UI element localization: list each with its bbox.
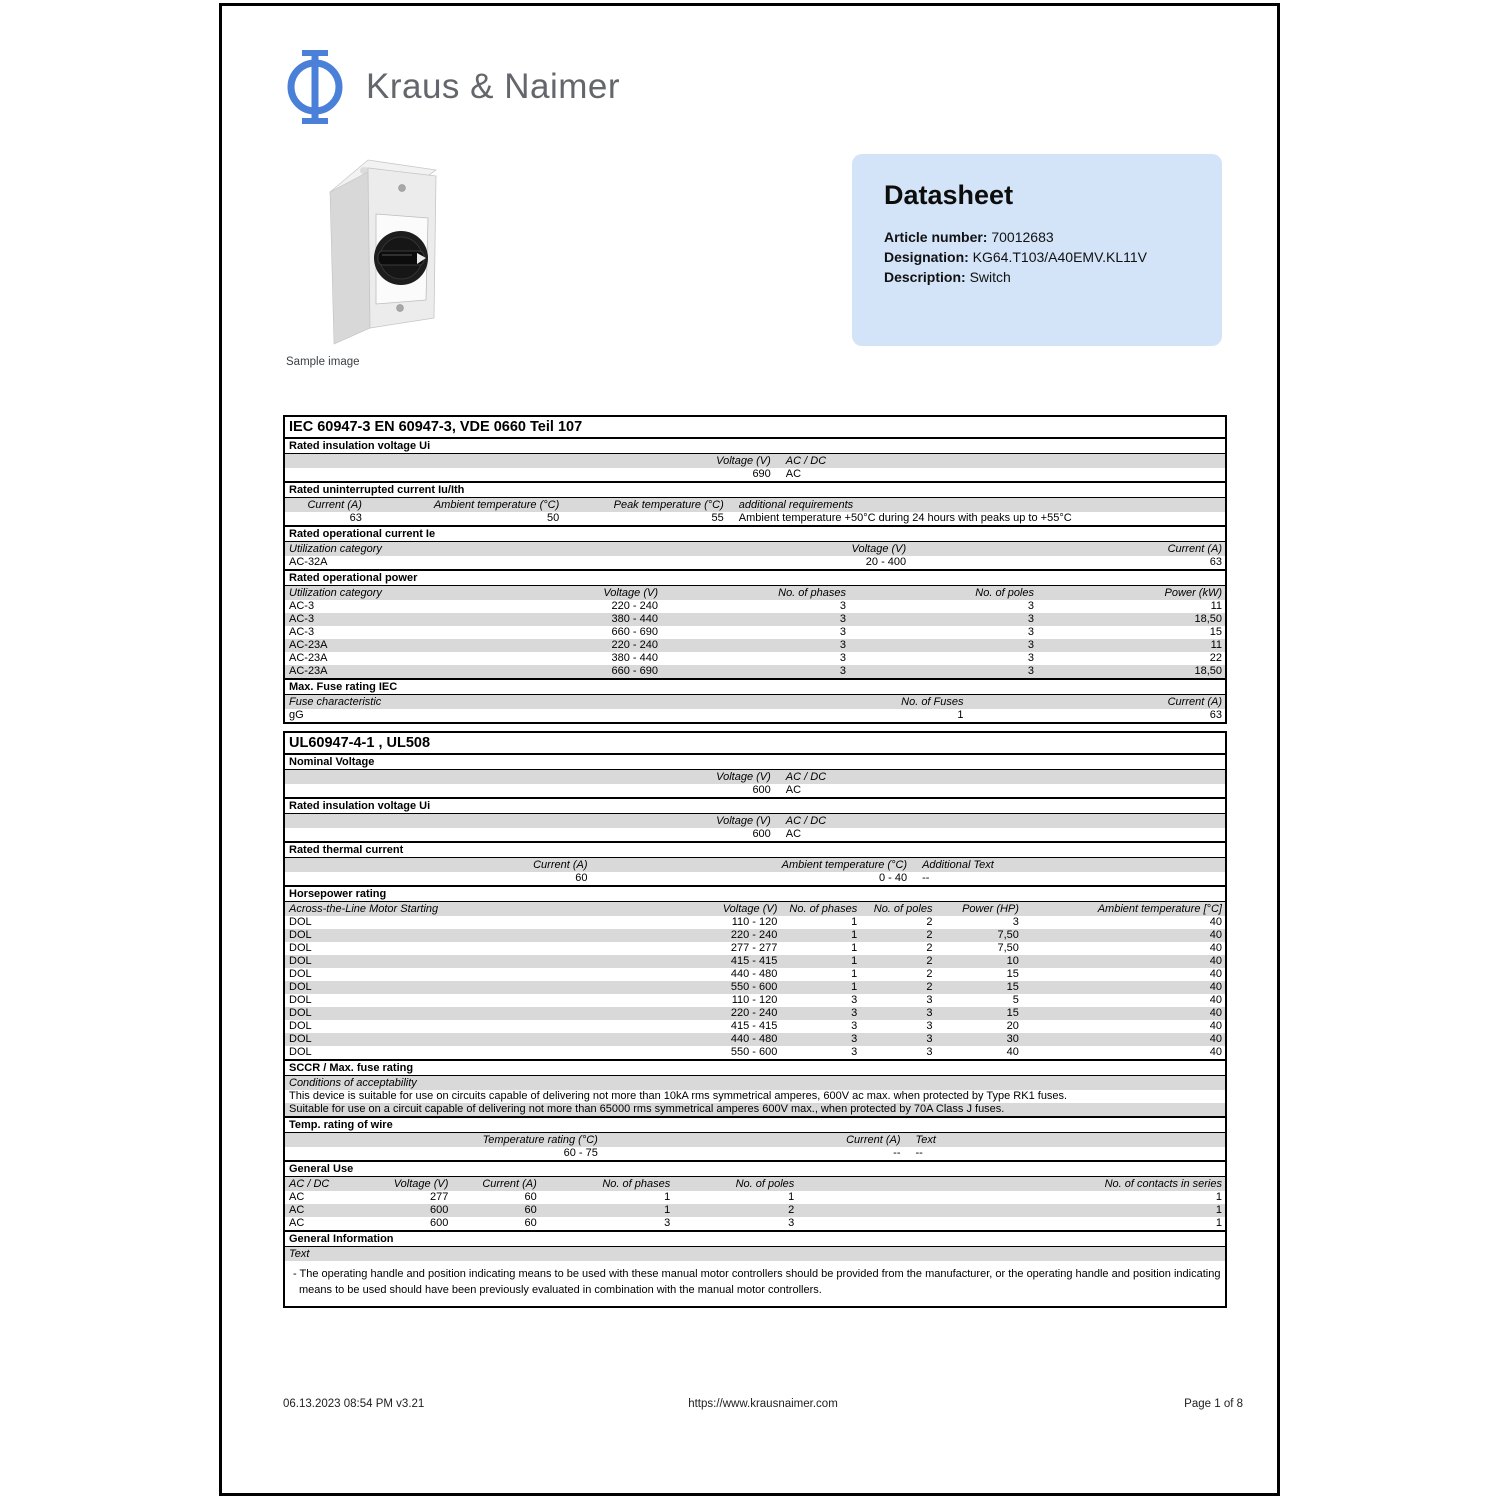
table-cell: 3: [839, 613, 846, 625]
table-cell: 440 - 480: [730, 968, 778, 980]
table-cell: Voltage (V): [716, 455, 771, 467]
subsection-title: Rated insulation voltage Ui: [285, 437, 1225, 454]
table-cell: 3: [851, 1020, 858, 1032]
table-cell: AC: [785, 828, 802, 840]
table-cell: 40: [1209, 1033, 1222, 1045]
table-header-row: [285, 814, 1225, 828]
table-cell: Voltage (V): [851, 543, 907, 555]
table-row: [285, 600, 1225, 613]
table-cell: Current (A): [846, 1134, 901, 1146]
table-cell: 550 - 600: [730, 1046, 778, 1058]
table-cell: AC / DC: [785, 815, 827, 827]
product-sample-image: [320, 152, 460, 352]
table-cell: Voltage (V): [722, 903, 778, 915]
table-cell: 3: [839, 626, 846, 638]
table-cell: 220 - 240: [730, 929, 778, 941]
table-cell: 40: [1209, 981, 1222, 993]
table-cell: 110 - 120: [731, 916, 778, 928]
table-cell: 60: [524, 1204, 537, 1216]
table-cell: 220 - 240: [611, 600, 658, 612]
table-cell: DOL: [289, 1007, 312, 1019]
table-cell: Peak temperature (°C): [613, 499, 724, 511]
table-cell: 3: [1027, 639, 1034, 651]
table-row: [285, 556, 1225, 569]
table-header-row: [285, 1076, 1225, 1090]
table-cell: 415 - 415: [730, 955, 778, 967]
table-row: [285, 872, 1225, 885]
table-cell: Text: [915, 1134, 936, 1146]
table-cell: 11: [1210, 600, 1222, 612]
table-cell: 3: [1027, 626, 1034, 638]
table-cell: Text: [289, 1248, 310, 1260]
table-row: [285, 1046, 1225, 1059]
table-cell: Utilization category: [289, 543, 382, 555]
table-cell: 600: [752, 828, 771, 840]
table-cell: 40: [1209, 1020, 1222, 1032]
table-row: [285, 942, 1225, 955]
table-cell: 2: [926, 955, 933, 967]
table-cell: 40: [1006, 1046, 1019, 1058]
table-cell: Utilization category: [289, 587, 382, 599]
table-row: [285, 1191, 1225, 1204]
table-cell: 2: [926, 981, 933, 993]
table-cell: Current (A): [1167, 696, 1222, 708]
table-cell: DOL: [289, 994, 312, 1006]
table-cell: Additional Text: [922, 859, 994, 871]
table-cell: 40: [1209, 942, 1222, 954]
table-header-row: [285, 542, 1225, 556]
table-cell: 3: [1027, 600, 1034, 612]
table-row: [285, 665, 1225, 678]
table-cell: 3: [1027, 665, 1034, 677]
table-cell: 3: [851, 1033, 858, 1045]
table-cell: DOL: [289, 942, 312, 954]
table-row: [285, 981, 1225, 994]
designation-field: [884, 247, 1198, 267]
table-cell: 60 - 75: [563, 1147, 598, 1159]
table-cell: No. of poles: [975, 587, 1034, 599]
table-group-ul: [283, 731, 1227, 1308]
subsection-title: Rated uninterrupted current Iu/Ith: [285, 481, 1225, 498]
subsection-title: Rated insulation voltage Ui: [285, 797, 1225, 814]
table-cell: 277 - 277: [730, 942, 778, 954]
table-cell: Temperature rating (°C): [482, 1134, 598, 1146]
table-row: [285, 1217, 1225, 1230]
table-cell: 3: [664, 1217, 671, 1229]
table-row: [285, 916, 1225, 929]
subsection-title: Rated operational current Ie: [285, 525, 1225, 542]
table-cell: 600: [430, 1204, 449, 1216]
brand-logo: [284, 48, 620, 126]
footer-url[interactable]: https://www.krausnaimer.com: [688, 1398, 838, 1410]
table-cell: No. of poles: [873, 903, 933, 915]
designation-value: KG64.T103/A40EMV.KL11V: [972, 249, 1148, 265]
table-cell: 15: [1209, 626, 1222, 638]
subsection-title: SCCR / Max. fuse rating: [285, 1059, 1225, 1076]
article-number-field: [884, 227, 1198, 247]
table-cell: DOL: [289, 968, 312, 980]
table-cell: 1: [851, 955, 858, 967]
table-cell: 55: [711, 512, 724, 524]
table-cell: No. of contacts in series: [1104, 1178, 1222, 1190]
table-cell: 3: [926, 1033, 933, 1045]
table-cell: Voltage (V): [603, 587, 658, 599]
table-header-row: [285, 454, 1225, 468]
table-cell: AC-23A: [289, 665, 328, 677]
table-group-iec: [283, 415, 1227, 724]
table-cell: 20: [1006, 1020, 1019, 1032]
table-cell: 5: [1012, 994, 1019, 1006]
table-cell: 3: [839, 639, 846, 651]
table-cell: 60: [524, 1217, 537, 1229]
table-cell: 40: [1209, 955, 1222, 967]
table-cell: AC-23A: [289, 652, 328, 664]
table-row: [285, 652, 1225, 665]
table-cell: 1: [957, 709, 964, 721]
subsection-title: General Information: [285, 1230, 1225, 1247]
table-row: [285, 828, 1225, 841]
table-header-row: [285, 586, 1225, 600]
subsection-title: Rated thermal current: [285, 841, 1225, 858]
table-cell: 660 - 690: [611, 665, 658, 677]
table-header-row: [285, 1247, 1225, 1261]
table-cell: 1: [851, 929, 858, 941]
table-cell: 40: [1209, 1046, 1222, 1058]
table-cell: Current (A): [1167, 543, 1222, 555]
designation-label: Designation:: [884, 249, 969, 265]
table-cell: 0 - 40: [878, 872, 908, 884]
table-cell: - The operating handle and position indicating means to be used with these manual motor controllers should be provided from the manufacturer, or the operating handle and position indicating means to be used should have been previously evaluated in combination with the manual motor controllers.: [293, 1268, 1221, 1296]
subsection-title: Temp. rating of wire: [285, 1116, 1225, 1133]
table-row: [285, 468, 1225, 481]
table-cell: 1: [664, 1191, 671, 1203]
table-cell: AC-23A: [289, 639, 328, 651]
subsection-title: Max. Fuse rating IEC: [285, 678, 1225, 695]
infobox-title: Datasheet: [884, 180, 1014, 210]
table-cell: 22: [1209, 652, 1222, 664]
subsection-title: Rated operational power: [285, 569, 1225, 586]
table-cell: 40: [1209, 1007, 1222, 1019]
table-cell: AC-3: [289, 600, 315, 612]
table-cell: 3: [926, 1046, 933, 1058]
table-cell: 1: [664, 1204, 671, 1216]
table-cell: 40: [1209, 929, 1222, 941]
table-row: [285, 613, 1225, 626]
table-cell: AC: [289, 1191, 305, 1203]
spec-tables: [283, 415, 1227, 1315]
table-row: [285, 994, 1225, 1007]
table-cell: Voltage (V): [393, 1178, 449, 1190]
table-header-row: [285, 498, 1225, 512]
table-cell: 3: [851, 994, 858, 1006]
table-cell: Current (A): [307, 499, 362, 511]
article-number-label: Article number:: [884, 229, 988, 245]
table-cell: DOL: [289, 916, 312, 928]
table-cell: 3: [926, 994, 933, 1006]
table-cell: --: [915, 1147, 923, 1159]
table-cell: 2: [926, 929, 933, 941]
table-cell: 380 - 440: [611, 652, 658, 664]
description-label: Description:: [884, 269, 966, 285]
table-row: [285, 1147, 1225, 1160]
subsection-title: Horsepower rating: [285, 885, 1225, 902]
table-cell: AC / DC: [785, 455, 827, 467]
table-cell: Fuse characteristic: [289, 696, 382, 708]
section-title: UL60947-4-1 , UL508: [285, 733, 1225, 753]
table-cell: 15: [1006, 981, 1019, 993]
table-cell: additional requirements: [738, 499, 854, 511]
table-cell: 3: [851, 1046, 858, 1058]
table-cell: Voltage (V): [716, 771, 771, 783]
table-cell: 3: [1027, 613, 1034, 625]
table-cell: Suitable for use on a circuit capable of delivering not more than 65000 rms symmetrical amperes 600V max., when protected by 70A Class J fuses.: [289, 1103, 1005, 1115]
page-footer: [283, 1398, 1243, 1410]
table-cell: 40: [1209, 916, 1222, 928]
table-cell: 40: [1209, 968, 1222, 980]
table-cell: 15: [1006, 968, 1019, 980]
table-cell: 550 - 600: [730, 981, 778, 993]
table-cell: 1: [851, 942, 858, 954]
table-cell: --: [922, 872, 930, 884]
table-cell: 220 - 240: [730, 1007, 778, 1019]
table-header-row: [285, 1177, 1225, 1191]
table-row: [285, 955, 1225, 968]
table-cell: This device is suitable for use on circuits capable of delivering not more than 10kA rms symmetrical amperes, 600V ac max. when protected by Type RK1 fuses.: [289, 1090, 1068, 1102]
table-header-row: [285, 770, 1225, 784]
table-cell: AC: [289, 1217, 305, 1229]
table-cell: 1: [851, 916, 858, 928]
table-cell: 3: [1012, 916, 1019, 928]
table-cell: 600: [430, 1217, 449, 1229]
table-cell: 2: [926, 968, 933, 980]
table-cell: 20 - 400: [865, 556, 907, 568]
table-cell: 63: [349, 512, 362, 524]
footer-page-number: Page 1 of 8: [1184, 1398, 1243, 1410]
table-cell: DOL: [289, 929, 312, 941]
table-cell: No. of Fuses: [901, 696, 964, 708]
table-cell: 2: [926, 916, 933, 928]
table-cell: Across-the-Line Motor Starting: [289, 903, 439, 915]
table-cell: 440 - 480: [730, 1033, 778, 1045]
table-cell: 277: [430, 1191, 449, 1203]
table-cell: 3: [788, 1217, 795, 1229]
table-cell: 15: [1006, 1007, 1019, 1019]
subsection-title: Nominal Voltage: [285, 753, 1225, 770]
table-header-row: [285, 1133, 1225, 1147]
table-row: [285, 1261, 1225, 1306]
table-cell: 3: [851, 1007, 858, 1019]
table-cell: Ambient temperature (°C): [433, 499, 560, 511]
table-row: [285, 626, 1225, 639]
table-cell: 2: [926, 942, 933, 954]
table-cell: 2: [788, 1204, 795, 1216]
table-cell: 380 - 440: [611, 613, 658, 625]
table-cell: 3: [926, 1020, 933, 1032]
table-cell: AC: [785, 468, 802, 480]
footer-datestamp: 06.13.2023 08:54 PM v3.21: [283, 1398, 425, 1410]
table-cell: AC-3: [289, 613, 315, 625]
table-cell: DOL: [289, 1046, 312, 1058]
table-cell: 660 - 690: [611, 626, 658, 638]
table-cell: DOL: [289, 981, 312, 993]
section-title: IEC 60947-3 EN 60947-3, VDE 0660 Teil 107: [285, 417, 1225, 437]
table-cell: 600: [752, 784, 771, 796]
table-row: [285, 1020, 1225, 1033]
table-row: [285, 1103, 1225, 1116]
table-cell: Power (HP): [962, 903, 1019, 915]
table-cell: gG: [289, 709, 304, 721]
table-row: [285, 709, 1225, 722]
table-cell: 3: [839, 652, 846, 664]
table-row: [285, 1204, 1225, 1217]
description-value: Switch: [969, 269, 1011, 285]
table-header-row: [285, 695, 1225, 709]
table-row: [285, 512, 1225, 525]
table-cell: 7,50: [997, 929, 1019, 941]
table-cell: 63: [1209, 709, 1222, 721]
table-cell: DOL: [289, 1033, 312, 1045]
table-cell: 50: [547, 512, 560, 524]
table-row: [285, 1090, 1225, 1103]
table-cell: Current (A): [482, 1178, 537, 1190]
table-cell: AC / DC: [289, 1178, 330, 1190]
description-field: [884, 267, 1198, 287]
table-cell: 3: [839, 665, 846, 677]
table-cell: 690: [752, 468, 771, 480]
article-number-value: 70012683: [991, 229, 1054, 245]
table-cell: No. of phases: [602, 1178, 671, 1190]
table-cell: No. of poles: [735, 1178, 795, 1190]
table-cell: AC-32A: [289, 556, 328, 568]
brand-name: Kraus & Naimer: [366, 67, 621, 106]
table-cell: 40: [1209, 994, 1222, 1006]
table-cell: Voltage (V): [716, 815, 771, 827]
table-cell: 1: [1215, 1204, 1222, 1216]
sample-image-caption: Sample image: [286, 356, 360, 368]
table-cell: 1: [851, 968, 858, 980]
phi-circle-logo-icon: [284, 48, 346, 126]
table-cell: 11: [1210, 639, 1222, 651]
table-cell: 220 - 240: [611, 639, 658, 651]
table-cell: 18,50: [1194, 613, 1222, 625]
table-cell: 18,50: [1194, 665, 1222, 677]
table-cell: AC: [289, 1204, 305, 1216]
table-row: [285, 639, 1225, 652]
table-cell: AC / DC: [785, 771, 827, 783]
table-row: [285, 1033, 1225, 1046]
table-cell: --: [893, 1147, 901, 1159]
table-cell: Ambient temperature [°C]: [1097, 903, 1222, 915]
table-header-row: [285, 902, 1225, 916]
table-cell: 30: [1006, 1033, 1019, 1045]
table-header-row: [285, 858, 1225, 872]
table-cell: 10: [1006, 955, 1019, 967]
subsection-title: General Use: [285, 1160, 1225, 1177]
table-cell: 1: [851, 981, 858, 993]
table-cell: 110 - 120: [731, 994, 778, 1006]
table-cell: AC-3: [289, 626, 315, 638]
table-row: [285, 929, 1225, 942]
table-cell: 1: [788, 1191, 795, 1203]
table-row: [285, 968, 1225, 981]
datasheet-infobox: [852, 154, 1222, 346]
document-page: [219, 3, 1280, 1496]
table-row: [285, 784, 1225, 797]
table-cell: 3: [1027, 652, 1034, 664]
table-cell: 7,50: [997, 942, 1019, 954]
table-cell: Conditions of acceptability: [289, 1077, 417, 1089]
table-cell: No. of phases: [778, 587, 846, 599]
table-cell: Ambient temperature (°C): [781, 859, 908, 871]
table-cell: Power (kW): [1164, 587, 1222, 599]
table-cell: No. of phases: [789, 903, 858, 915]
table-cell: 1: [1215, 1191, 1222, 1203]
table-cell: DOL: [289, 1020, 312, 1032]
table-cell: 3: [839, 600, 846, 612]
table-cell: AC: [785, 784, 802, 796]
switch-enclosure-illustration: [320, 152, 460, 352]
table-cell: DOL: [289, 955, 312, 967]
table-cell: 63: [1209, 556, 1222, 568]
table-row: [285, 1007, 1225, 1020]
table-cell: 415 - 415: [730, 1020, 778, 1032]
table-cell: Current (A): [533, 859, 588, 871]
table-cell: 60: [575, 872, 588, 884]
table-cell: 1: [1215, 1217, 1222, 1229]
table-cell: Ambient temperature +50°C during 24 hours with peaks up to +55°C: [738, 512, 1072, 524]
table-cell: 3: [926, 1007, 933, 1019]
table-cell: 60: [524, 1191, 537, 1203]
